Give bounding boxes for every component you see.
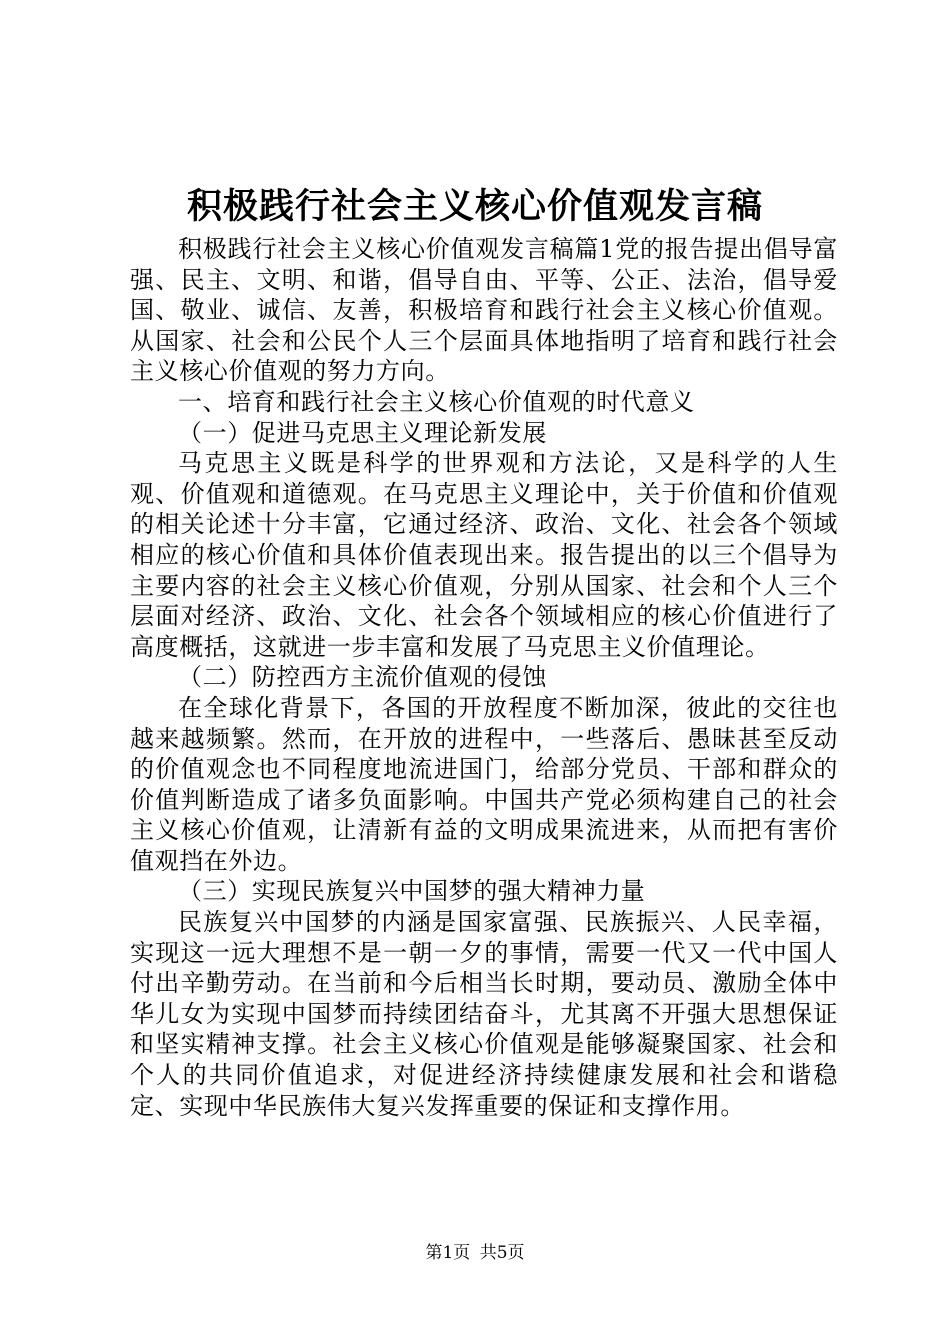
paragraph-globalization: 在全球化背景下，各国的开放程度不断加深，彼此的交往也越来越频繁。然而，在开放的进程中，一些落后、愚昧甚至反动的价值观念也不同程度地流进国门，给部分党员、干部和群众的价值判断造成了诸多负面影响。中国共产党必须构建自己的社会主义核心价值观，让清新有益的文明成果流进来，从而把有害价值观挡在外边。 — [130, 693, 838, 875]
subsection-heading-1: （一）促进马克思主义理论新发展 — [178, 418, 547, 447]
paragraph-intro: 积极践行社会主义核心价值观发言稿篇1党的报告提出倡导富强、民主、文明、和谐，倡导自由、平等、公正、法治，倡导爱国、敬业、诚信、友善，积极培育和践行社会主义核心价值观。从国家、社会和公民个人三个层面具体地指明了培育和践行社会主义核心价值观的努力方向。 — [130, 235, 838, 386]
paragraph-chinese-dream: 民族复兴中国梦的内涵是国家富强、民族振兴、人民幸福，实现这一远大理想不是一朝一夕的事情，需要一代又一代中国人付出辛勤劳动。在当前和今后相当长时期，要动员、激励全体中华儿女为实现中国梦而持续团结奋斗，尤其离不开强大思想保证和坚实精神支撑。社会主义核心价值观是能够凝聚国家、社会和个人的共同价值追求，对促进经济持续健康发展和社会和谐稳定、实现中华民族伟大复兴发挥重要的保证和支撑作用。 — [130, 908, 838, 1120]
document-title: 积极践行社会主义核心价值观发言稿 — [186, 186, 763, 227]
paragraph-marxism: 马克思主义既是科学的世界观和方法论，又是科学的人生观、价值观和道德观。在马克思主义理论中，关于价值和价值观的相关论述十分丰富，它通过经济、政治、文化、社会各个领域相应的核心价值和具体价值表现出来。报告提出的以三个倡导为主要内容的社会主义核心价值观，分别从国家、社会和个人三个层面对经济、政治、文化、社会各个领域相应的核心价值进行了高度概括，这就进一步丰富和发展了马克思主义价值理论。 — [130, 449, 838, 661]
subsection-heading-3: （三）实现民族复兴中国梦的强大精神力量 — [178, 877, 646, 906]
subsection-heading-2: （二）防控西方主流价值观的侵蚀 — [178, 663, 547, 692]
page-footer: 第1页 共5页 — [425, 1243, 525, 1263]
section-heading-1: 一、培育和践行社会主义核心价值观的时代意义 — [178, 387, 695, 416]
document-body — [130, 234, 838, 1121]
